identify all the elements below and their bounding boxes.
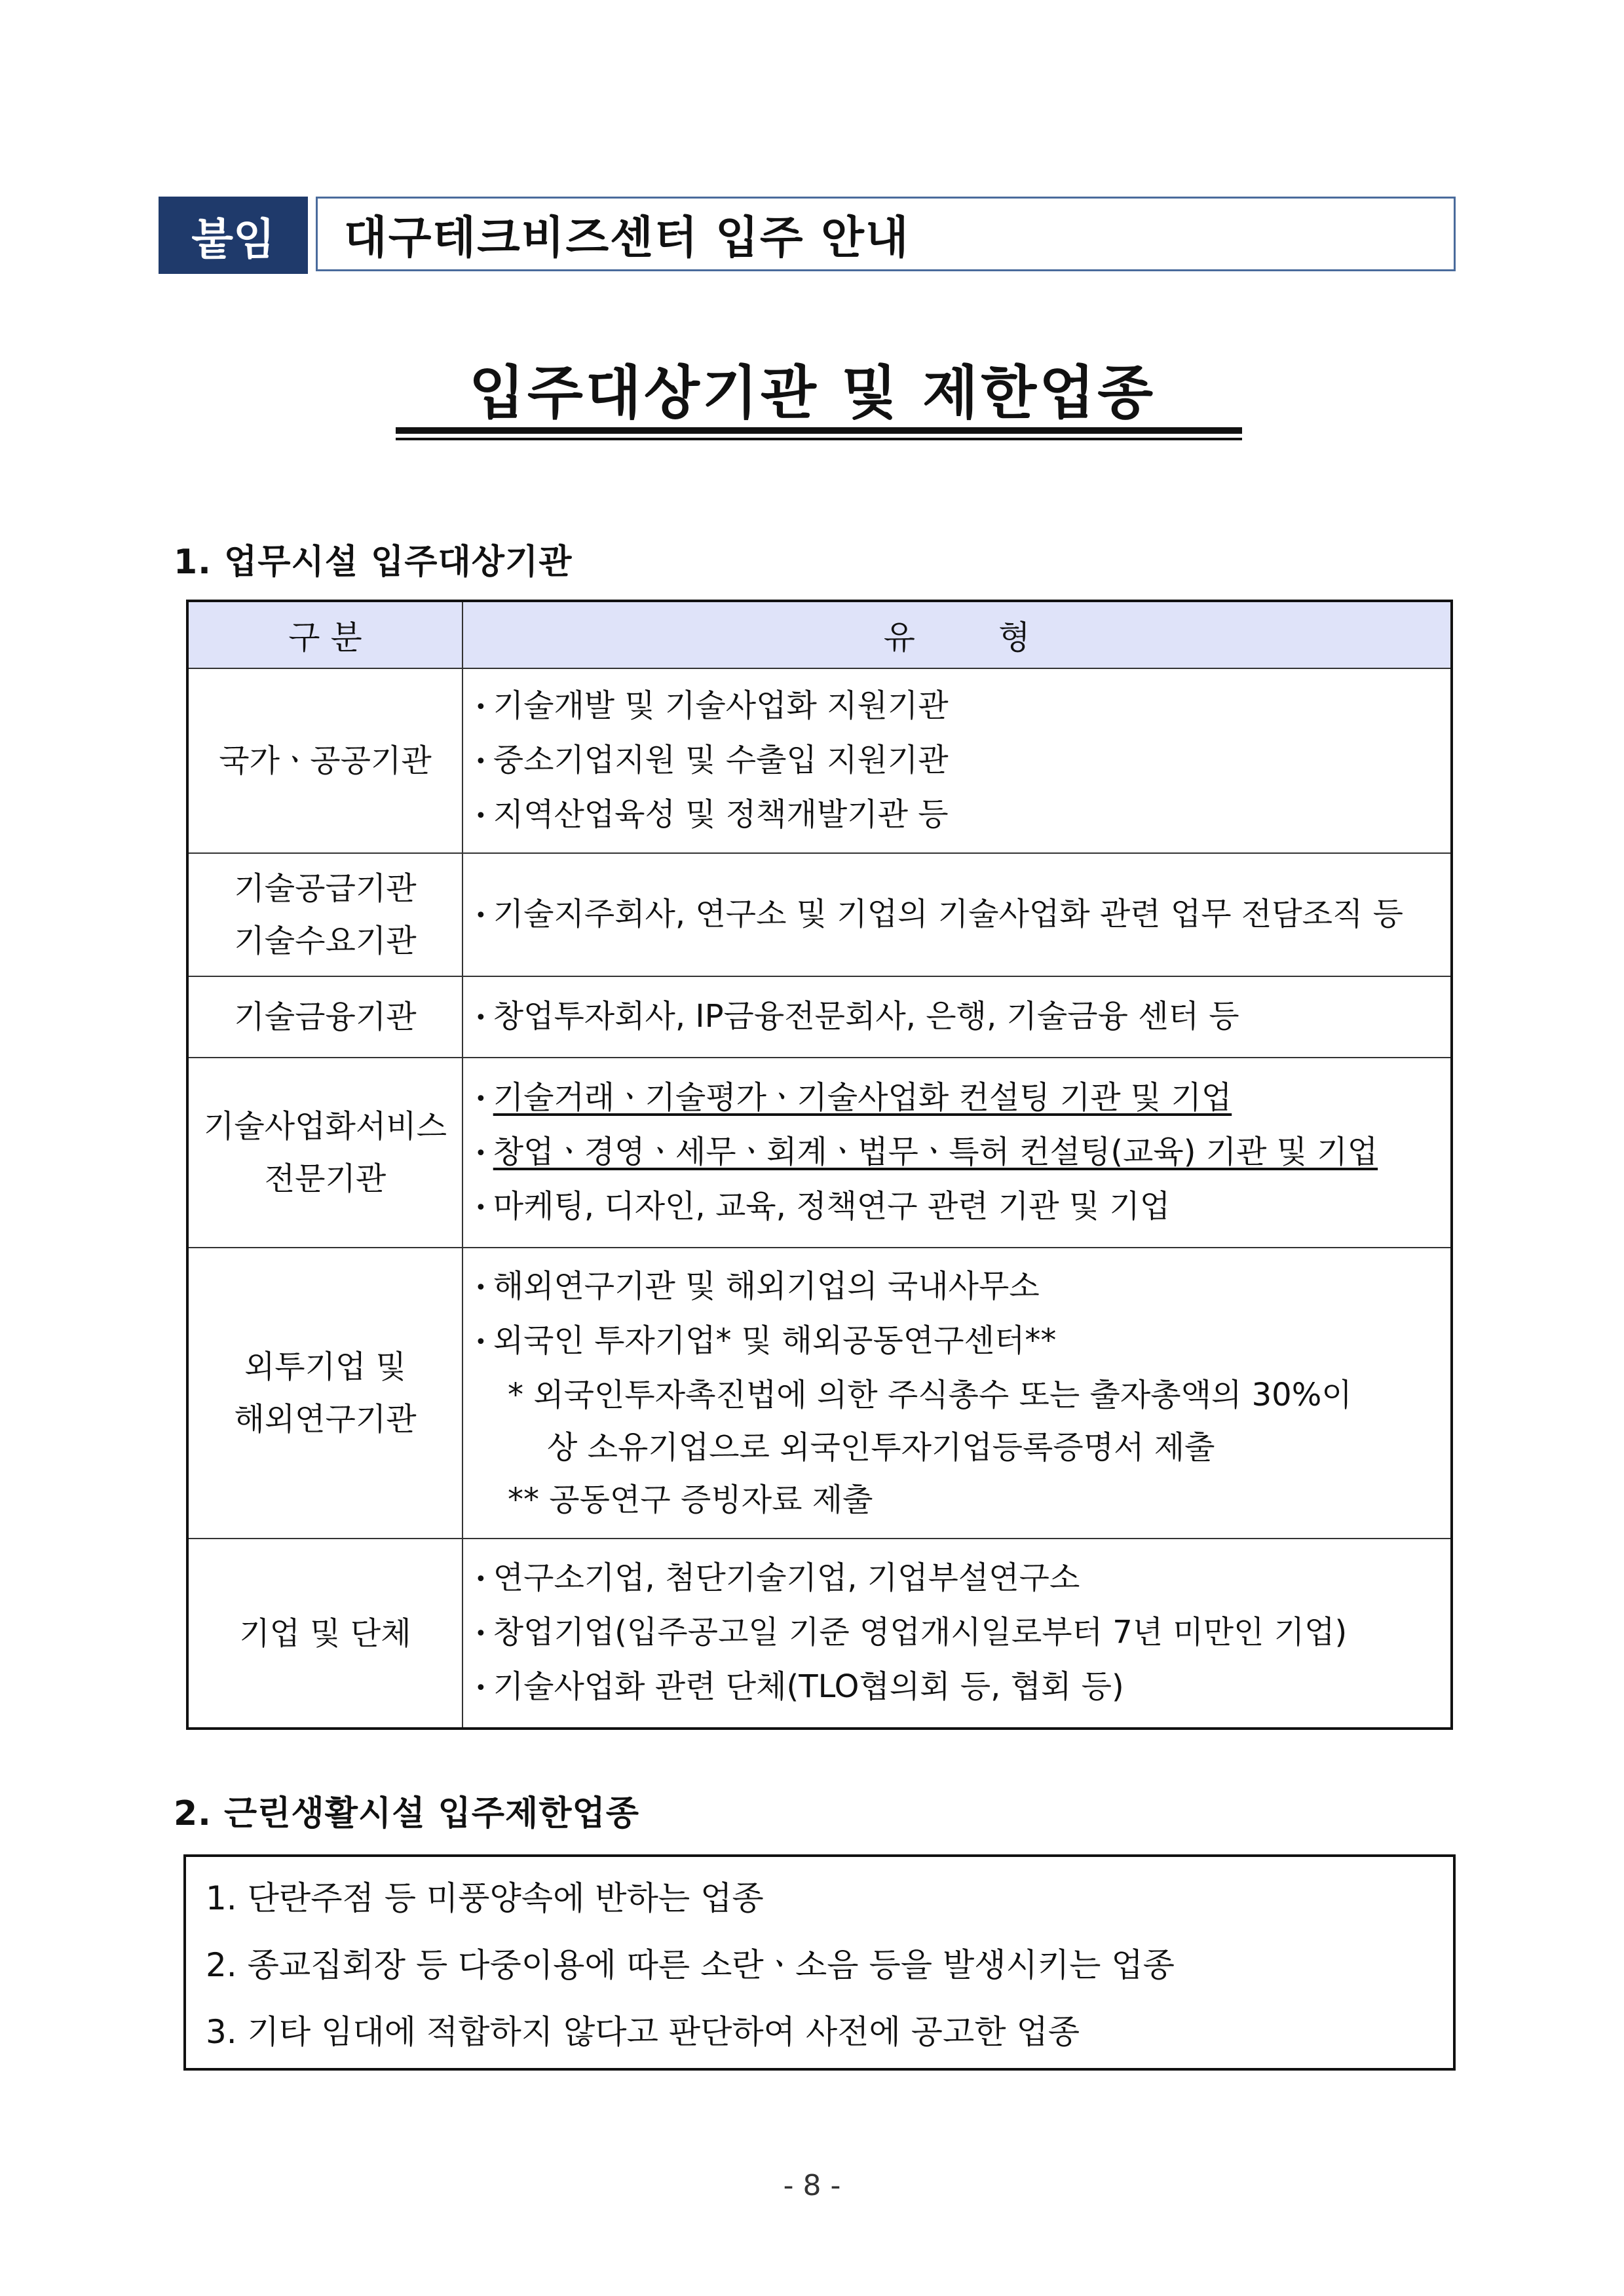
category-label: 기업 및 단체	[239, 1615, 411, 1652]
category-label: 기술사업화서비스	[204, 1108, 447, 1145]
category-label: 기술금융기관	[234, 999, 417, 1035]
category-label: 전문기관	[264, 1160, 387, 1197]
list-item: • 지역산업육성 및 정책개발기관 등	[475, 795, 949, 833]
title-underline-thin	[396, 438, 1242, 440]
row-items	[463, 1248, 1452, 1539]
page-number: - 8 -	[783, 2169, 841, 2202]
row-category	[187, 1058, 463, 1248]
table-row	[187, 668, 1452, 853]
table-row	[187, 1248, 1452, 1539]
footnote: * 외국인투자촉진법에 의한 주식총수 또는 출자총액의 30%이	[508, 1377, 1352, 1413]
list-item: • 마케팅, 디자인, 교육, 정책연구 관련 기관 및 기업	[475, 1187, 1171, 1225]
row-items	[463, 668, 1452, 853]
list-item: • 기술사업화 관련 단체(TLO협의회 등, 협회 등)	[475, 1668, 1124, 1705]
list-item: 1. 단란주점 등 미풍양속에 반하는 업종	[206, 1879, 764, 1917]
table-row	[187, 976, 1452, 1058]
list-item: • 창업투자회사, IP금융전문회사, 은행, 기술금융 센터 등	[475, 997, 1239, 1035]
title-underline-thick	[396, 427, 1242, 434]
attachment-tag: 붙임	[159, 197, 308, 274]
restricted-business-box	[183, 1854, 1456, 2071]
row-category	[187, 668, 463, 853]
table-header-row	[187, 601, 1452, 668]
row-category	[187, 1248, 463, 1539]
list-item: • 창업기업(입주공고일 기준 영업개시일로부터 7년 미만인 기업)	[475, 1614, 1348, 1651]
eligible-institutions-table	[186, 600, 1453, 1730]
list-item: 3. 기타 임대에 적합하지 않다고 판단하여 사전에 공고한 업종	[206, 2013, 1080, 2051]
row-category	[187, 976, 463, 1058]
col-header-type: 유 형	[463, 601, 1452, 668]
list-item: • 중소기업지원 및 수출입 지원기관	[475, 741, 949, 778]
header-title: 대구테크비즈센터 입주 안내	[316, 197, 1456, 271]
category-label: 기술공급기관	[234, 870, 417, 907]
header-bar	[159, 197, 1459, 274]
section1-heading: 1. 업무시설 입주대상기관	[174, 543, 573, 582]
list-item: • 기술거래ㆍ기술평가ㆍ기술사업화 컨설팅 기관 및 기업	[475, 1079, 1232, 1116]
table-row	[187, 853, 1452, 976]
list-item: • 기술지주회사, 연구소 및 기업의 기술사업화 관련 업무 전담조직 등	[475, 895, 1403, 932]
list-item: • 외국인 투자기업* 및 해외공동연구센터**	[475, 1322, 1057, 1359]
list-item: • 기술개발 및 기술사업화 지원기관	[475, 687, 949, 724]
row-items	[463, 1058, 1452, 1248]
category-label: 기술수요기관	[234, 923, 417, 959]
section2-heading: 2. 근린생활시설 입주제한업종	[174, 1794, 639, 1833]
list-item: • 연구소기업, 첨단기술기업, 기업부설연구소	[475, 1559, 1080, 1596]
table-row	[187, 1058, 1452, 1248]
list-item: • 창업ㆍ경영ㆍ세무ㆍ회계ㆍ법무ㆍ특허 컨설팅(교육) 기관 및 기업	[475, 1133, 1378, 1170]
list-item: • 해외연구기관 및 해외기업의 국내사무소	[475, 1268, 1040, 1305]
category-label: 해외연구기관	[234, 1401, 417, 1438]
row-items	[463, 853, 1452, 976]
footnote: 상 소유기업으로 외국인투자기업등록증명서 제출	[547, 1429, 1215, 1466]
col-header-category: 구 분	[187, 601, 463, 668]
list-item: 2. 종교집회장 등 다중이용에 따른 소란ㆍ소음 등을 발생시키는 업종	[206, 1946, 1175, 1984]
table-row	[187, 1539, 1452, 1729]
row-items	[463, 976, 1452, 1058]
row-category	[187, 853, 463, 976]
footnote: ** 공동연구 증빙자료 제출	[508, 1482, 873, 1518]
row-items	[463, 1539, 1452, 1729]
row-category	[187, 1539, 463, 1729]
category-label: 외투기업 및	[244, 1349, 407, 1385]
category-label: 국가ㆍ공공기관	[219, 742, 432, 779]
page-title: 입주대상기관 및 제한업종	[468, 359, 1156, 427]
